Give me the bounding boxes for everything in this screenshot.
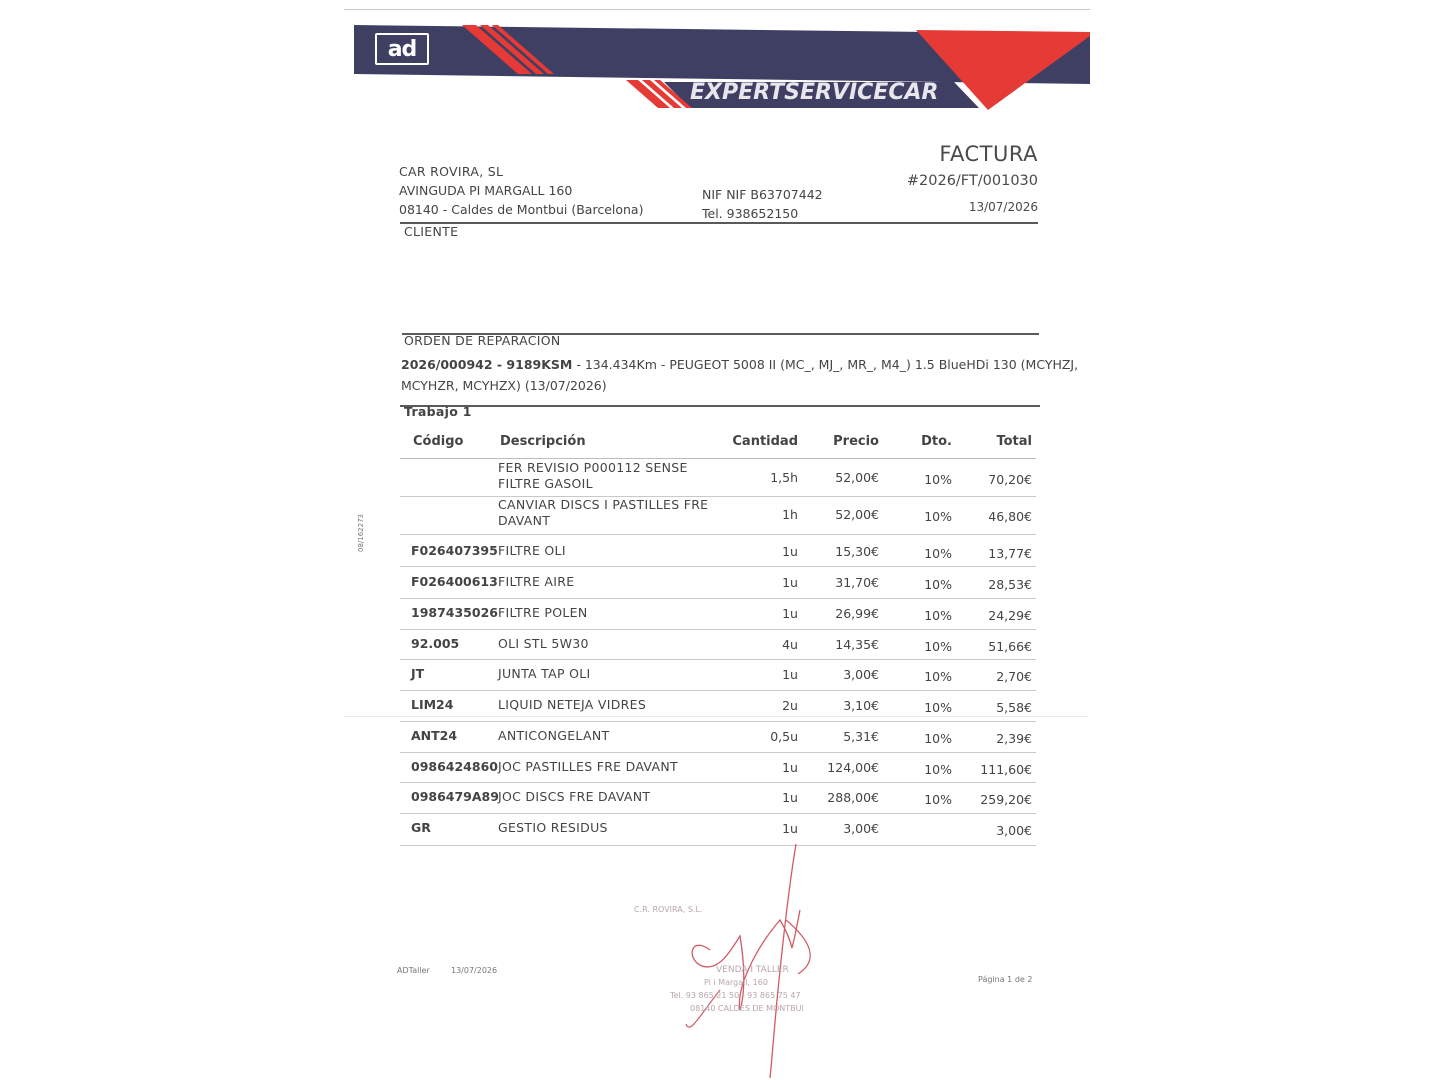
item-discount: 10% — [924, 608, 952, 623]
order-ref: 2026/000942 - 9189KSM — [401, 357, 573, 372]
row-divider — [400, 534, 1036, 535]
item-code: 1987435026 — [411, 605, 498, 620]
item-price: 14,35€ — [835, 637, 879, 652]
item-discount: 10% — [924, 639, 952, 654]
item-quantity: 1u — [782, 790, 798, 805]
item-description: FILTRE POLEN — [498, 605, 588, 620]
invoice-date: 13/07/2026 — [968, 200, 1038, 214]
item-total: 2,39€ — [996, 731, 1032, 746]
table-row — [400, 783, 1036, 814]
item-price: 124,00€ — [827, 760, 879, 775]
item-discount: 10% — [924, 792, 952, 807]
item-description: LIQUID NETEJA VIDRES — [498, 697, 647, 712]
table-row — [400, 722, 1036, 753]
table-row — [400, 460, 1036, 497]
col-header-description: Descripción — [500, 434, 586, 449]
stamp-top-text: C.R. ROVIRA, S.L. — [634, 905, 703, 914]
item-total: 111,60€ — [980, 762, 1032, 777]
col-header-code: Código — [413, 434, 464, 449]
item-total: 13,77€ — [988, 546, 1032, 561]
table-row — [400, 537, 1036, 567]
row-divider — [400, 566, 1036, 567]
item-description: FILTRE OLI — [498, 543, 566, 558]
company-block — [399, 162, 643, 219]
item-code: ANT24 — [411, 728, 458, 743]
item-price: 3,10€ — [843, 698, 879, 713]
item-quantity: 1u — [782, 760, 798, 775]
item-total: 259,20€ — [980, 792, 1032, 807]
item-code: LIM24 — [411, 697, 454, 712]
item-total: 28,53€ — [988, 577, 1032, 592]
item-price: 26,99€ — [835, 606, 879, 621]
item-total: 24,29€ — [988, 608, 1032, 623]
item-code: 0986424860 — [411, 759, 498, 774]
col-header-price: Precio — [833, 434, 879, 449]
brand-name-expert: EXPERT — [690, 80, 785, 105]
item-description: GESTIO RESIDUS — [498, 820, 608, 835]
item-code: 92.005 — [411, 636, 460, 651]
order-vehicle: - 134.434Km - PEUGEOT 5008 II (MC_, MJ_, MR_, M4_) 1.5 BlueHDi 130 (MCYHZJ, — [572, 357, 1079, 372]
item-description: FER REVISIO P000112 SENSE FILTRE GASOIL — [498, 460, 688, 491]
item-discount: 10% — [924, 509, 952, 524]
item-description: JOC PASTILLES FRE DAVANT — [498, 759, 678, 774]
table-row — [400, 753, 1036, 783]
brand-name-car: CAR — [888, 80, 939, 105]
item-price: 288,00€ — [827, 790, 879, 805]
item-total: 3,00€ — [996, 823, 1032, 838]
table-row — [400, 691, 1036, 722]
col-header-quantity: Cantidad — [732, 434, 798, 449]
stamp-line-3: Tel. 93 865 21 50 - 93 865 75 47 — [670, 991, 801, 1000]
footer-app: ADTaller — [397, 966, 430, 975]
item-code: GR — [411, 820, 431, 835]
footer-page: Página 1 de 2 — [978, 975, 1033, 984]
scan-top-edge — [344, 9, 1090, 10]
item-code: F026407395 — [411, 543, 498, 558]
header-row-divider — [400, 458, 1036, 459]
item-code: F026400613 — [411, 574, 498, 589]
table-row — [400, 599, 1036, 630]
item-discount: 10% — [924, 669, 952, 684]
item-price: 3,00€ — [843, 821, 879, 836]
stamp-line-2: Pi i Margall, 160 — [704, 978, 768, 987]
brand-name-service: SERVICE — [784, 80, 889, 105]
item-price: 31,70€ — [835, 575, 879, 590]
stamp-line-4: 08140 CALDES DE MONTBUI — [690, 1004, 804, 1013]
company-city: 08140 - Caldes de Montbui (Barcelona) — [399, 202, 644, 217]
item-quantity: 0,5u — [770, 729, 798, 744]
order-line-1 — [401, 357, 1078, 372]
item-description: FILTRE AIRE — [498, 574, 575, 589]
item-total: 51,66€ — [988, 639, 1032, 654]
item-total: 2,70€ — [996, 669, 1032, 684]
signature-stamp — [620, 840, 880, 1080]
item-price: 52,00€ — [835, 470, 879, 485]
brand-name — [690, 80, 938, 105]
item-discount: 10% — [924, 731, 952, 746]
item-price: 3,00€ — [843, 667, 879, 682]
item-price: 5,31€ — [843, 729, 879, 744]
client-label: CLIENTE — [404, 224, 459, 239]
item-discount: 10% — [924, 762, 952, 777]
invoice-title: FACTURA — [939, 142, 1038, 166]
item-description: JUNTA TAP OLI — [498, 666, 591, 681]
item-discount: 10% — [924, 700, 952, 715]
item-quantity: 2u — [782, 698, 798, 713]
company-contact — [702, 185, 823, 223]
table-row — [400, 660, 1036, 691]
item-total: 70,20€ — [988, 472, 1032, 487]
item-quantity: 1h — [782, 507, 798, 522]
item-total: 5,58€ — [996, 700, 1032, 715]
side-code: 08/162273 — [357, 514, 365, 552]
item-code: JT — [411, 666, 425, 681]
item-quantity: 1u — [782, 821, 798, 836]
item-discount: 10% — [924, 546, 952, 561]
stamp-line-1: VENDA I TALLER — [716, 965, 789, 975]
order-label: ORDEN DE REPARACIÓN — [404, 333, 561, 348]
table-row — [400, 497, 1036, 535]
item-quantity: 1,5h — [770, 470, 798, 485]
company-address: AVINGUDA PI MARGALL 160 — [399, 183, 573, 198]
table-row — [400, 630, 1036, 660]
item-quantity: 1u — [782, 544, 798, 559]
item-quantity: 4u — [782, 637, 798, 652]
item-description: OLI STL 5W30 — [498, 636, 589, 651]
work-label: Trabajo 1 — [404, 404, 472, 419]
item-total: 46,80€ — [988, 509, 1032, 524]
company-name: CAR ROVIRA, SL — [399, 164, 504, 179]
item-quantity: 1u — [782, 575, 798, 590]
item-quantity: 1u — [782, 606, 798, 621]
item-discount: 10% — [924, 577, 952, 592]
order-line-2: MCYHZR, MCYHZX) (13/07/2026) — [401, 378, 607, 393]
invoice-number: #2026/FT/001030 — [906, 173, 1038, 189]
table-row — [400, 568, 1036, 599]
company-tel: Tel. 938652150 — [702, 206, 799, 221]
item-price: 52,00€ — [835, 507, 879, 522]
col-header-discount: Dto. — [921, 434, 952, 449]
company-nif: NIF NIF B63707442 — [702, 187, 823, 202]
item-description: ANTICONGELANT — [498, 728, 610, 743]
ad-logo: ad — [375, 33, 429, 65]
item-code: 0986479A89 — [411, 789, 499, 804]
header-divider — [400, 222, 1038, 224]
item-price: 15,30€ — [835, 544, 879, 559]
footer-date: 13/07/2026 — [451, 966, 498, 975]
item-description: CANVIAR DISCS I PASTILLES FRE DAVANT — [498, 497, 709, 528]
item-discount: 10% — [924, 472, 952, 487]
col-header-total: Total — [996, 434, 1032, 449]
item-description: JOC DISCS FRE DAVANT — [498, 789, 651, 804]
order-divider — [400, 405, 1040, 407]
item-quantity: 1u — [782, 667, 798, 682]
